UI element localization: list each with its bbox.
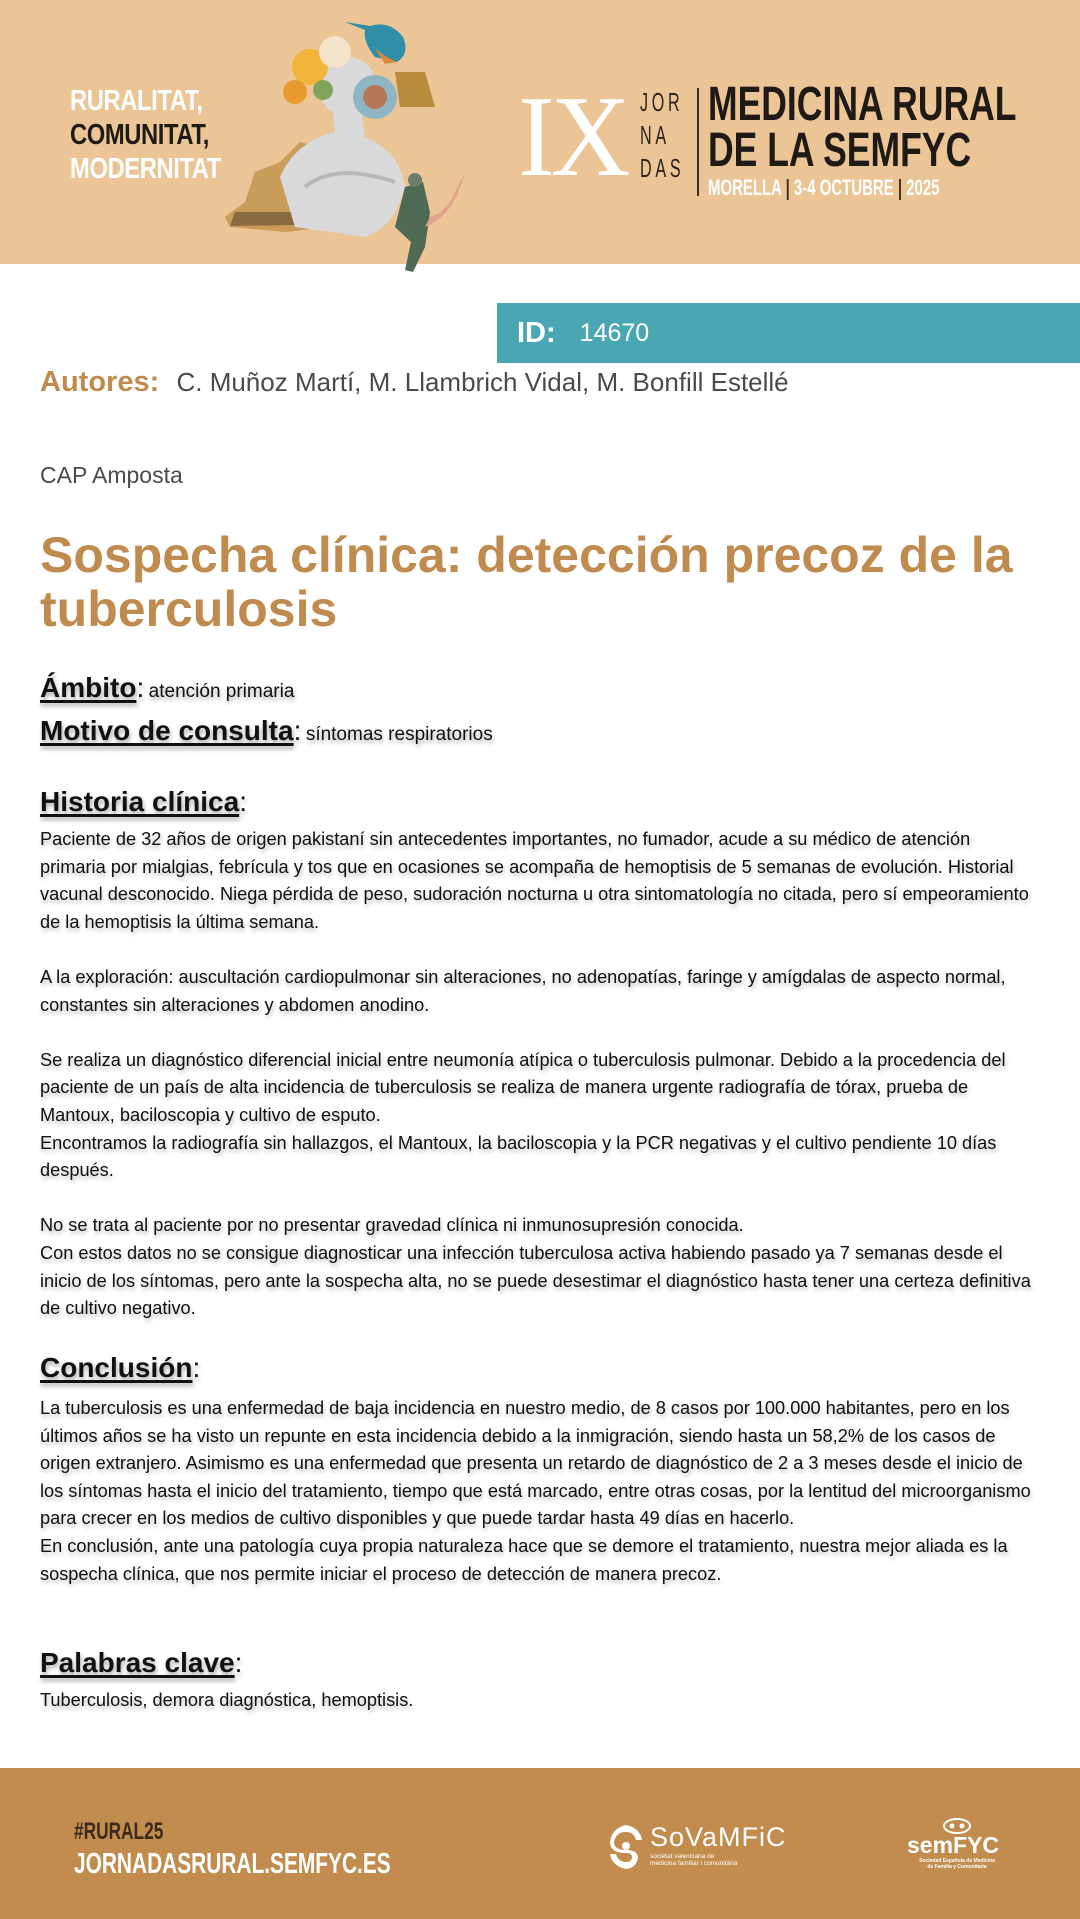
logo-dates: 3-4 OCTUBRE xyxy=(793,175,894,200)
section-heading-colon: : xyxy=(239,786,247,817)
logo-title-line: MEDICINA RURAL xyxy=(708,78,1017,131)
paragraph: Con estos datos no se consigue diagnosticar una infección tuberculosa activa habiendo pasado ya 7 semanas desde el inicio de los síntomas, pero ante la sospecha alta, no se puede desestimar el diagnóstico hasta tener una certeza definitiva de cultivo negativo. xyxy=(40,1242,1031,1319)
sovamfic-emblem-icon xyxy=(606,1822,646,1872)
logo-divider xyxy=(697,88,699,196)
field-motivo xyxy=(40,715,493,747)
field-label: Motivo de consulta xyxy=(40,715,294,746)
sovamfic-subtitle-line: societat valenciana de xyxy=(650,1853,715,1860)
logo-roman-numeral: IX xyxy=(518,73,627,201)
authors-label: Autores: xyxy=(40,366,160,398)
logo-title xyxy=(708,78,1017,177)
institution: CAP Amposta xyxy=(40,462,183,488)
sovamfic-logo xyxy=(606,1822,787,1872)
historia-body xyxy=(40,826,1040,1323)
logo-jornadas-line: JOR xyxy=(640,87,684,117)
sovamfic-subtitle xyxy=(650,1853,780,1867)
id-label: ID: xyxy=(517,316,556,349)
tagline-line: COMUNITAT, xyxy=(70,119,210,151)
section-heading-keywords xyxy=(40,1647,242,1679)
logo-jornadas xyxy=(640,86,684,185)
conclusion-body xyxy=(40,1395,1040,1588)
tagline xyxy=(70,84,221,186)
semfyc-subtitle xyxy=(902,1858,1012,1870)
field-value: síntomas respiratorios xyxy=(305,724,493,745)
logo-jornadas-line: NA xyxy=(640,120,670,150)
paragraph: Encontramos la radiografía sin hallazgos, el Mantoux, la baciloscopia y la PCR negativas y el cultivo pendiente 10 días después. xyxy=(40,1132,997,1181)
page-title: Sospecha clínica: detección precoz de la tuberculosis xyxy=(40,527,1013,637)
semfyc-subtitle-line: de Familia y Comunitaria xyxy=(927,1864,987,1870)
field-label: Ámbito xyxy=(40,672,137,703)
footer-url[interactable]: JORNADASRURAL.SEMFYC.ES xyxy=(74,1848,391,1880)
paragraph: La tuberculosis es una enfermedad de baja incidencia en nuestro medio, de 8 casos por 100.000 habitantes, pero en los últimos años se ha visto un repunte en esta incidencia debido a la inmigración, siendo hasta un 58,2% de los casos de origen extranjero. Asimismo es una enfermedad que presenta un retardo de diagnóstico de 2 a 3 meses desde el inicio de los síntomas hasta el inicio del tratamiento, tiempo que está marcado, entre otras cosas, por la lentitud del microorganismo para crecer en los medios de cultivo disponibles y que puede tardar hasta 49 días en hacerlo. xyxy=(40,1398,1031,1529)
sovamfic-name: SoVaMFiC xyxy=(650,1822,787,1852)
id-value: 14670 xyxy=(579,318,650,347)
authors-value: C. Muñoz Martí, M. Llambrich Vidal, M. Bonfill Estellé xyxy=(176,367,789,397)
logo-separator: | xyxy=(897,175,903,200)
section-heading-label: Historia clínica xyxy=(40,786,240,817)
paragraph: Paciente de 32 años de origen pakistaní sin antecedentes importantes, no fumador, acude a su médico de atención primaria por mialgias, febrícula y tos que en ocasiones se acompaña de hemoptisis de 5 semanas de evolución. Historial vacunal desconocido. Niega pérdida de peso, sudoración nocturna u otra sintomatología no citada, pero sí empeoramiento de la hemoptisis la última semana. xyxy=(40,829,1029,932)
logo-separator: | xyxy=(785,175,790,200)
id-bar xyxy=(497,303,1080,363)
semfyc-subtitle-line: Sociedad Española de Medicina xyxy=(919,1858,995,1864)
logo-year: 2025 xyxy=(906,175,940,200)
tagline-line: MODERNITAT xyxy=(70,153,221,185)
logo-jornadas-line: DAS xyxy=(640,153,685,183)
paragraph: No se trata al paciente por no presentar gravedad clínica ni inmunosupresión conocida. xyxy=(40,1215,744,1236)
field-value: atención primaria xyxy=(148,681,295,702)
field-colon: : xyxy=(136,672,145,703)
semfyc-name: semFYC xyxy=(907,1832,1000,1858)
paragraph: A la exploración: auscultación cardiopulmonar sin alteraciones, no adenopatías, faringe y amígdalas de aspecto normal, constantes sin alteraciones y abdomen anodino. xyxy=(40,966,1006,1015)
tagline-line: RURALITAT, xyxy=(70,85,203,117)
section-heading-colon: : xyxy=(234,1647,243,1678)
logo-location: MORELLA xyxy=(708,175,782,200)
section-heading-conclusion xyxy=(40,1352,200,1384)
field-ambito xyxy=(40,672,294,704)
semfyc-logo xyxy=(902,1818,1012,1878)
authors xyxy=(40,366,789,399)
header-banner xyxy=(0,0,1080,264)
section-heading-historia xyxy=(40,786,247,818)
logo-event-info xyxy=(708,177,939,199)
field-colon: : xyxy=(293,715,302,746)
paragraph: En conclusión, ante una patología cuya propia naturaleza hace que se demore el tratamiento, nuestra mejor aliada es la sospecha clínica, que nos permite iniciar el proceso de detección de manera precoz. xyxy=(40,1535,1008,1584)
keywords-body xyxy=(40,1687,1040,1715)
keywords-value: Tuberculosis, demora diagnóstica, hemoptisis. xyxy=(40,1690,414,1710)
section-heading-label: Palabras clave xyxy=(40,1647,235,1678)
paragraph: Se realiza un diagnóstico diferencial inicial entre neumonía atípica o tuberculosis pulmonar. Debido a la procedencia del paciente de un país de alta incidencia de tuberculosis se realiza de manera urgente radiografía de tórax, prueba de Mantoux, baciloscopia y cultivo de esputo. xyxy=(40,1049,1006,1125)
section-heading-label: Conclusión xyxy=(40,1352,193,1383)
sovamfic-subtitle-line: medicina familiar i comunitària xyxy=(650,1860,738,1867)
logo-title-line: DE LA SEMFYC xyxy=(708,124,972,177)
footer-hashtag: #RURAL25 xyxy=(74,1818,164,1845)
collage-illustration xyxy=(225,12,485,302)
section-heading-colon: : xyxy=(192,1352,201,1383)
